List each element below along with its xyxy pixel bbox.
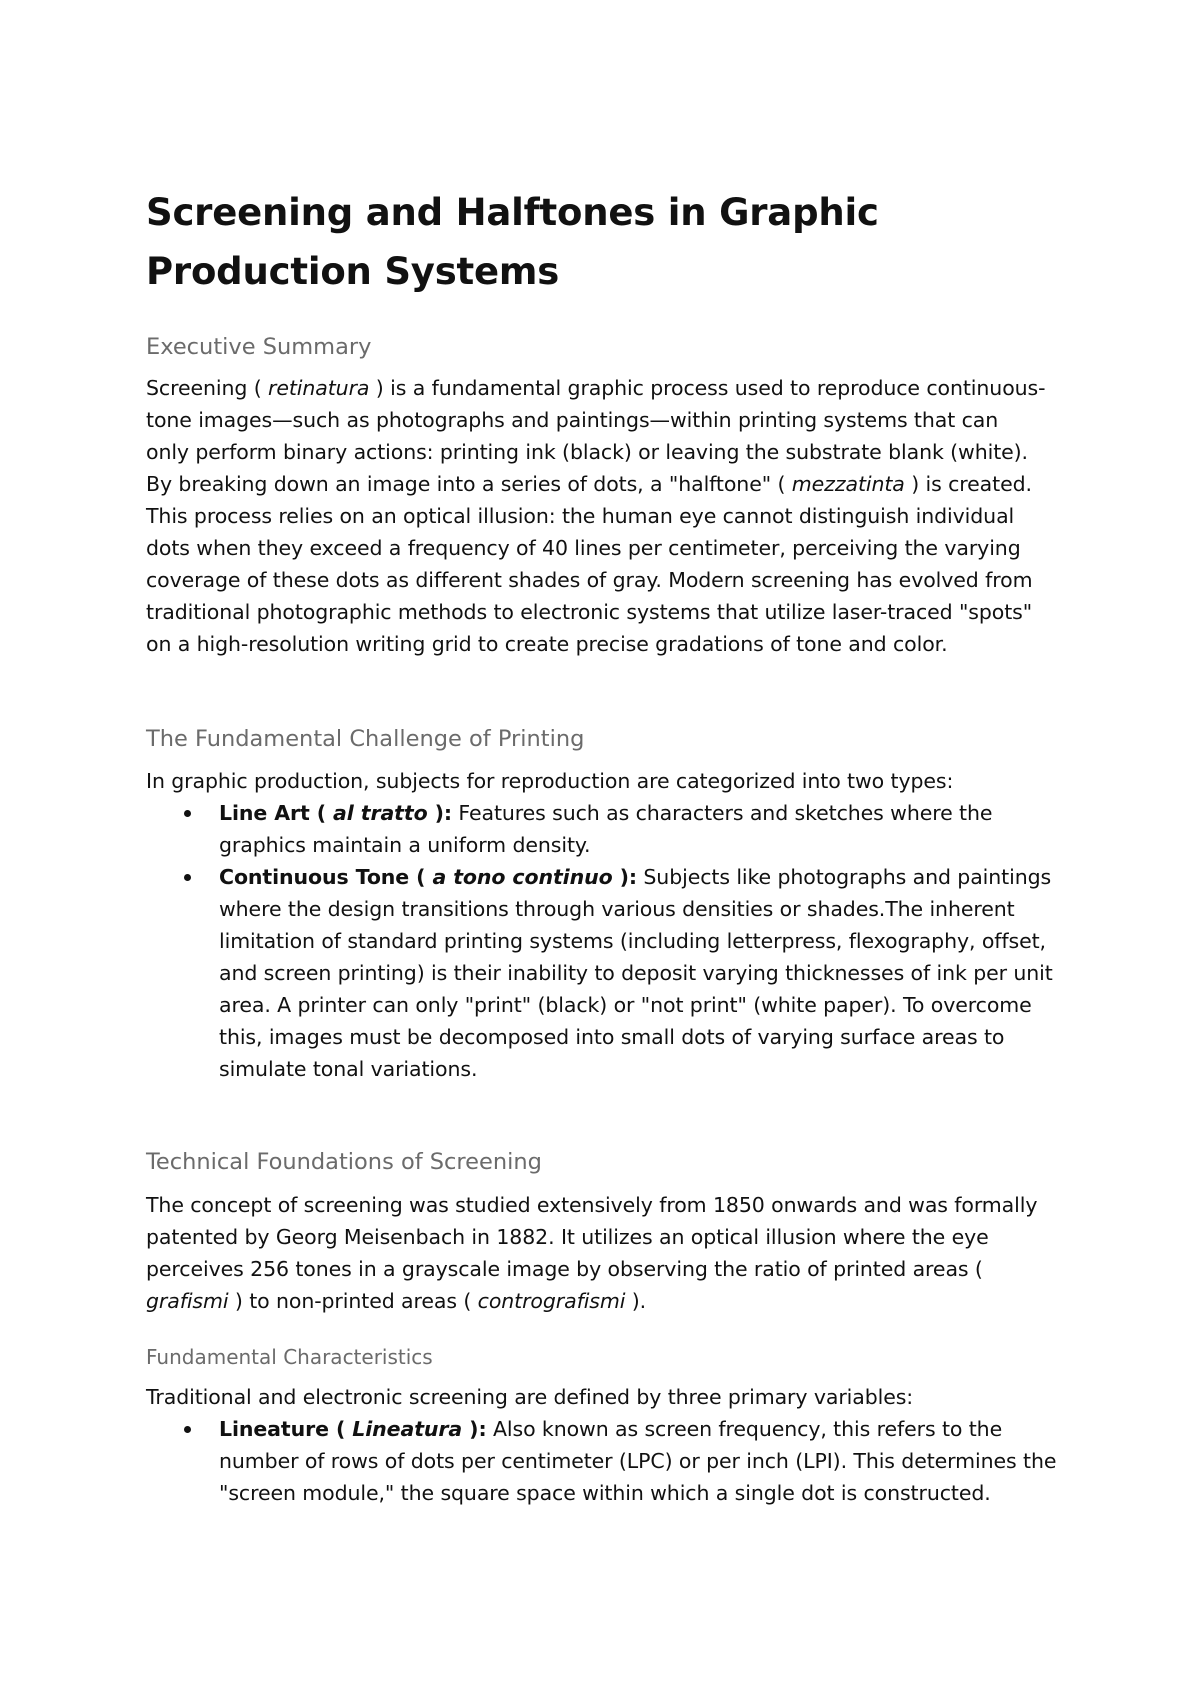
list-item bbox=[146, 797, 1066, 861]
text-run: Screening ( bbox=[146, 376, 269, 400]
italic-term: retinatura bbox=[268, 376, 370, 400]
heading-executive-summary: Executive Summary bbox=[146, 334, 372, 360]
list-item-text: Features such as characters and sketches where the graphics maintain a uniform density. bbox=[219, 801, 993, 857]
document-title: Screening and Halftones in Graphic Production Systems bbox=[146, 191, 879, 293]
text-run: ). bbox=[625, 1289, 647, 1313]
heading-fundamental-characteristics: Fundamental Characteristics bbox=[146, 1345, 433, 1369]
heading-technical-foundations: Technical Foundations of Screening bbox=[146, 1149, 542, 1175]
list-item-text: Subjects like photographs and paintings where the design transitions through various densities or shades.The inherent limitation of standard printing systems (including letterpress, flexography, offset, and screen printing) is their inability to deposit varying thicknesses of ink per unit area. A printer can only "print" (black) or "not print" (white paper). To overcome this, images must be decomposed into small dots of varying surface areas to simulate tonal variations. bbox=[219, 865, 1053, 1081]
italic-term: grafismi bbox=[146, 1289, 229, 1313]
text-run: ) is created. This process relies on an optical illusion: the human eye cannot distinguish individual dots when they exceed a frequency of 40 lines per centimeter, perceiving the varying coverage of these dots as different shades of gray. Modern screening has evolved from traditional photographic methods to electronic systems that utilize laser-traced "spots" on a high-resolution writing grid to create precise gradations of tone and color. bbox=[146, 472, 1033, 656]
list-item-term: Continuous Tone ( a tono continuo ): bbox=[219, 865, 637, 889]
bullet-icon bbox=[184, 874, 191, 881]
text-run: ) to non-printed areas ( bbox=[228, 1289, 478, 1313]
list-item-term: Line Art ( al tratto ): bbox=[219, 801, 452, 825]
fundamental-challenge-intro: In graphic production, subjects for reproduction are categorized into two types: bbox=[146, 769, 954, 793]
subject-types-list bbox=[146, 797, 1066, 1085]
screening-variables-list bbox=[146, 1413, 1066, 1509]
bullet-icon bbox=[184, 810, 191, 817]
list-item bbox=[146, 1413, 1066, 1509]
list-item-term: Lineature ( Lineatura ): bbox=[219, 1417, 487, 1441]
text-run: ) is a fundamental graphic process used to reproduce continuous-tone images—such as photographs and paintings—within printing systems that can only perform binary actions: printing ink (black) or leaving the substrate blank (white). By breaking down an image into a series of dots, a "halftone" ( bbox=[146, 376, 1046, 496]
bullet-icon bbox=[184, 1426, 191, 1433]
list-item-text: Also known as screen frequency, this refers to the number of rows of dots per centimeter (LPC) or per inch (LPI). This determines the "screen module," the square space within which a single dot is constructed. bbox=[219, 1417, 1057, 1505]
heading-fundamental-challenge: The Fundamental Challenge of Printing bbox=[146, 726, 585, 752]
technical-foundations-paragraph bbox=[146, 1189, 1046, 1317]
fundamental-characteristics-intro: Traditional and electronic screening are defined by three primary variables: bbox=[146, 1385, 914, 1409]
executive-summary-paragraph bbox=[146, 372, 1046, 660]
text-run: The concept of screening was studied extensively from 1850 onwards and was formally patented by Georg Meisenbach in 1882. It utilizes an optical illusion where the eye perceives 256 tones in a grayscale image by observing the ratio of printed areas ( bbox=[146, 1193, 1038, 1281]
italic-term: mezzatinta bbox=[791, 472, 905, 496]
italic-term: contrografismi bbox=[477, 1289, 626, 1313]
list-item bbox=[146, 861, 1066, 1085]
